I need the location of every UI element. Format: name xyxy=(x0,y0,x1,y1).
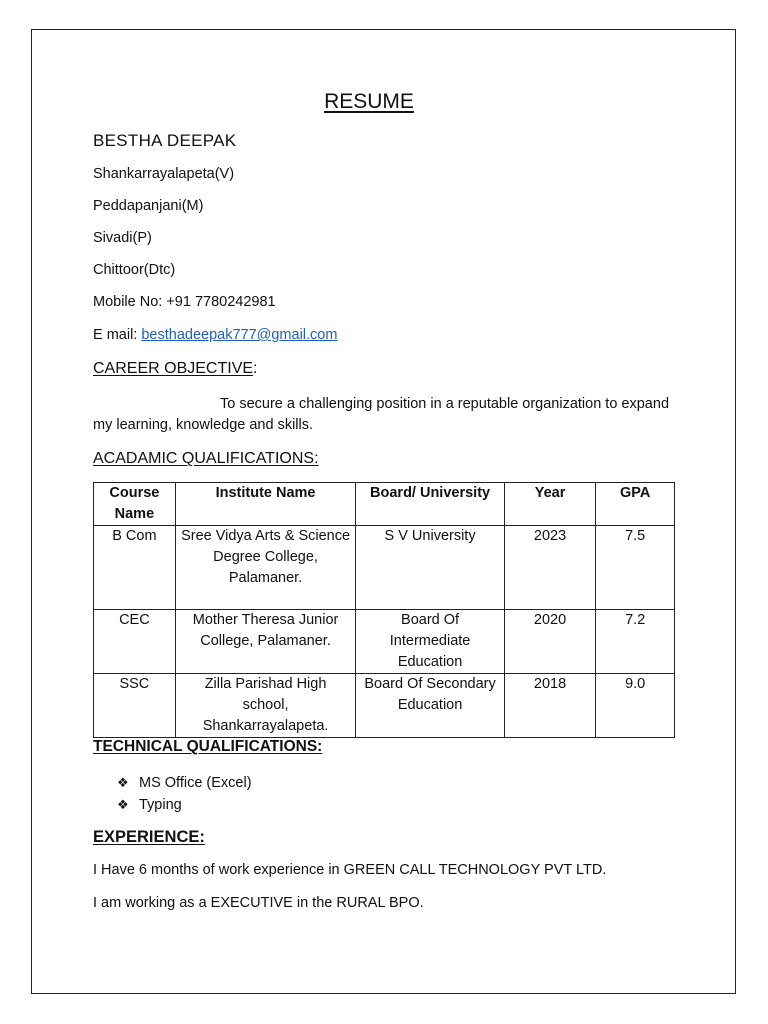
list-item-label: MS Office (Excel) xyxy=(139,775,252,791)
candidate-name: BESTHA DEEPAK xyxy=(93,131,237,150)
header-institute: Institute Name xyxy=(175,483,356,526)
cell-year: 2023 xyxy=(504,526,596,610)
cell-course: CEC xyxy=(94,610,176,674)
header-year: Year xyxy=(504,483,596,526)
experience-line-1: I Have 6 months of work experience in GREEN CALL TECHNOLOGY PVT LTD. xyxy=(93,862,607,878)
header-board: Board/ University xyxy=(356,483,504,526)
email-line xyxy=(93,327,337,343)
career-objective-heading xyxy=(93,360,257,378)
table-row xyxy=(94,610,675,674)
diamond-bullet-icon: ❖ xyxy=(117,797,129,812)
address-district: Chittoor(Dtc) xyxy=(93,262,176,278)
resume-title: RESUME xyxy=(324,90,414,113)
cell-institute: Sree Vidya Arts & Science Degree College, Palamaner. xyxy=(175,526,356,610)
academic-table xyxy=(93,482,675,738)
diamond-bullet-icon: ❖ xyxy=(117,775,129,790)
technical-list xyxy=(117,772,252,816)
address-post: Sivadi(P) xyxy=(93,230,152,246)
experience-heading: EXPERIENCE: xyxy=(93,828,205,846)
header-gpa: GPA xyxy=(596,483,675,526)
cell-gpa: 9.0 xyxy=(596,674,675,738)
cell-board: Board Of Secondary Education xyxy=(356,674,504,738)
academic-heading: ACADAMIC QUALIFICATIONS: xyxy=(93,450,319,467)
email-label: E mail: xyxy=(93,327,142,343)
table-header-row xyxy=(94,483,675,526)
list-item xyxy=(117,794,252,816)
cell-course: B Com xyxy=(94,526,176,610)
cell-year: 2020 xyxy=(504,610,596,674)
experience-line-2: I am working as a EXECUTIVE in the RURAL BPO. xyxy=(93,895,424,911)
table-row xyxy=(94,674,675,738)
cell-institute: Mother Theresa Junior College, Palamaner. xyxy=(175,610,356,674)
address-village: Shankarrayalapeta(V) xyxy=(93,166,235,182)
cell-course: SSC xyxy=(94,674,176,738)
technical-heading: TECHNICAL QUALIFICATIONS: xyxy=(93,738,323,755)
cell-gpa: 7.2 xyxy=(596,610,675,674)
career-objective-text xyxy=(93,394,675,436)
list-item xyxy=(117,772,252,794)
career-objective-heading-text: CAREER OBJECTIVE xyxy=(93,360,254,377)
cell-institute: Zilla Parishad High school, Shankarrayalapeta. xyxy=(175,674,356,738)
table-row xyxy=(94,526,675,610)
email-link[interactable]: besthadeepak777@gmail.com xyxy=(141,327,338,343)
address-mandal: Peddapanjani(M) xyxy=(93,198,204,214)
cell-gpa: 7.5 xyxy=(596,526,675,610)
career-objective-body: To secure a challenging position in a reputable organization to expand my learning, knowledge and skills. xyxy=(93,396,670,433)
list-item-label: Typing xyxy=(139,797,182,813)
cell-board: Board Of Intermediate Education xyxy=(356,610,504,674)
career-objective-colon: : xyxy=(253,360,258,377)
header-course: Course Name xyxy=(94,483,176,526)
mobile-number: Mobile No: +91 7780242981 xyxy=(93,294,276,310)
cell-board: S V University xyxy=(356,526,504,610)
cell-year: 2018 xyxy=(504,674,596,738)
